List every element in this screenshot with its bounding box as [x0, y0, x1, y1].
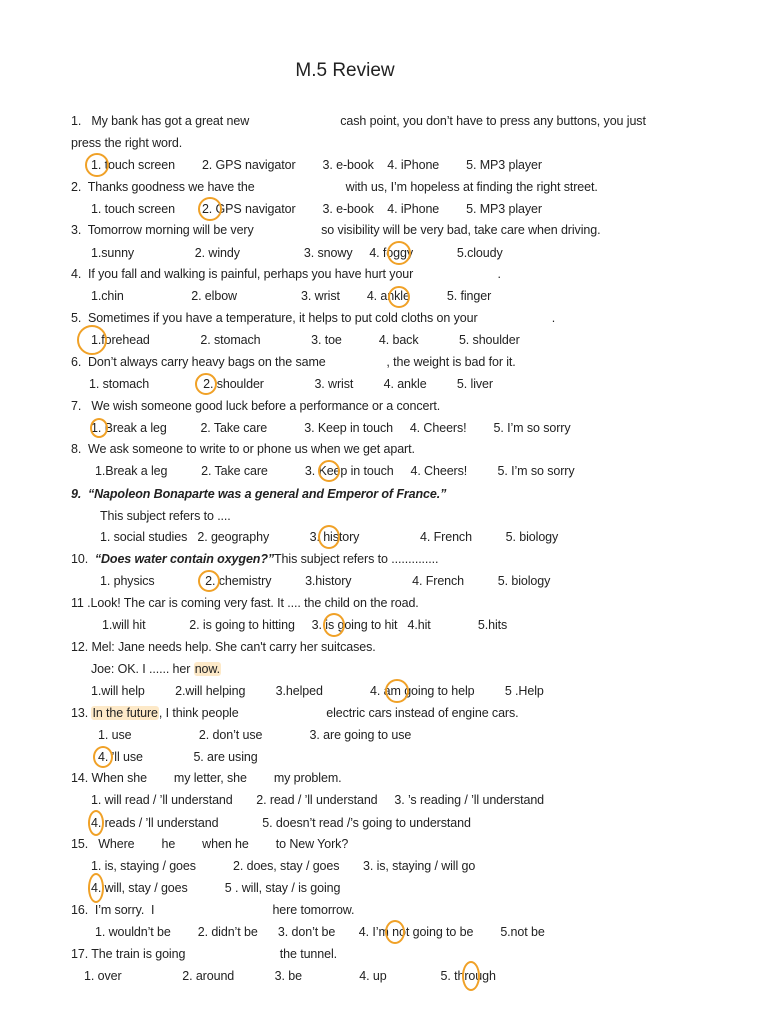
text-line: 10. “Does water contain oxygen?”This subject refers to ..............: [71, 552, 439, 566]
text-line: 1. social studies 2. geography 3. history 4. French 5. biology: [100, 530, 559, 544]
text-line: 1. stomach 2. shoulder 3. wrist 4. ankle 5. liver: [89, 377, 493, 391]
text-line: 1.chin 2. elbow 3. wrist 4. ankle 5. finger: [91, 289, 492, 303]
text-line: 7. We wish someone good luck before a performance or a concert.: [71, 399, 441, 413]
text-line: 8. We ask someone to write to or phone us when we get apart.: [71, 442, 415, 456]
text-line: 1. My bank has got a great new cash point, you don’t have to press any buttons, you just: [71, 114, 646, 128]
text-line: 11 .Look! The car is coming very fast. It .... the child on the road.: [71, 596, 419, 610]
text-line: 1. will read / ’ll understand 2. read / ’ll understand 3. ’s reading / ’ll understand: [91, 793, 545, 807]
text-line: 1.will help 2.will helping 3.helped 4. am going to help 5 .Help: [91, 684, 544, 698]
text-line: 16. I’m sorry. I here tomorrow.: [71, 903, 355, 917]
text-line: 1. touch screen 2. GPS navigator 3. e-book 4. iPhone 5. MP3 player: [91, 158, 542, 172]
highlighted-text: In the future: [92, 706, 158, 720]
text-line: 4. ’ll use 5. are using: [98, 750, 258, 764]
text-line: 5. Sometimes if you have a temperature, it helps to put cold cloths on your .: [71, 311, 556, 325]
text-line: 4. reads / ’ll understand 5. doesn’t read /’s going to understand: [91, 816, 471, 830]
text-line: 12. Mel: Jane needs help. She can't carry her suitcases.: [71, 640, 376, 654]
text-line: 1.will hit 2. is going to hitting 3. is going to hit 4.hit 5.hits: [102, 618, 508, 632]
text-line: 4. will, stay / goes 5 . will, stay / is going: [91, 881, 341, 895]
text-line: 2. Thanks goodness we have the with us, I’m hopeless at finding the right street.: [71, 180, 598, 194]
text-line: 15. Where he when he to New York?: [71, 837, 349, 851]
text-line: 6. Don’t always carry heavy bags on the same , the weight is bad for it.: [71, 355, 516, 369]
emphasized-text: “Does water contain oxygen?”: [94, 552, 275, 566]
text-line: 1. wouldn’t be 2. didn’t be 3. don’t be 4. I’m not going to be 5.not be: [95, 925, 545, 939]
text-line: 1.Break a leg 2. Take care 3. Keep in touch 4. Cheers! 5. I’m so sorry: [95, 464, 575, 478]
text-line: 13. In the future, I think people electric cars instead of engine cars.: [71, 706, 519, 720]
text-line: 9. “Napoleon Bonaparte was a general and Emperor of France.”: [71, 487, 447, 501]
text-line: 1. use 2. don’t use 3. are going to use: [98, 728, 412, 742]
text-line: 1. touch screen 2. GPS navigator 3. e-book 4. iPhone 5. MP3 player: [91, 202, 542, 216]
text-line: 3. Tomorrow morning will be very so visibility will be very bad, take care when driving.: [71, 223, 601, 237]
text-line: 1. Break a leg 2. Take care 3. Keep in touch 4. Cheers! 5. I’m so sorry: [91, 421, 571, 435]
highlighted-text: now.: [194, 662, 221, 676]
text-line: 14. When she my letter, she my problem.: [71, 771, 342, 785]
text-line: 1. over 2. around 3. be 4. up 5. through: [84, 969, 496, 983]
text-line: 4. If you fall and walking is painful, perhaps you have hurt your .: [71, 267, 501, 281]
text-line: This subject refers to ....: [100, 509, 231, 523]
text-line: 1. is, staying / goes 2. does, stay / goes 3. is, staying / will go: [91, 859, 476, 873]
text-line: press the right word.: [71, 136, 183, 150]
text-line: 1. physics 2. chemistry 3.history 4. French 5. biology: [100, 574, 551, 588]
text-line: 1.sunny 2. windy 3. snowy 4. foggy 5.cloudy: [91, 246, 503, 260]
text-line: 1.forehead 2. stomach 3. toe 4. back 5. shoulder: [91, 333, 520, 347]
text-line: Joe: OK. I ...... her now.: [91, 662, 221, 676]
text-line: 17. The train is going the tunnel.: [71, 947, 338, 961]
page-title: M.5 Review: [295, 60, 395, 81]
